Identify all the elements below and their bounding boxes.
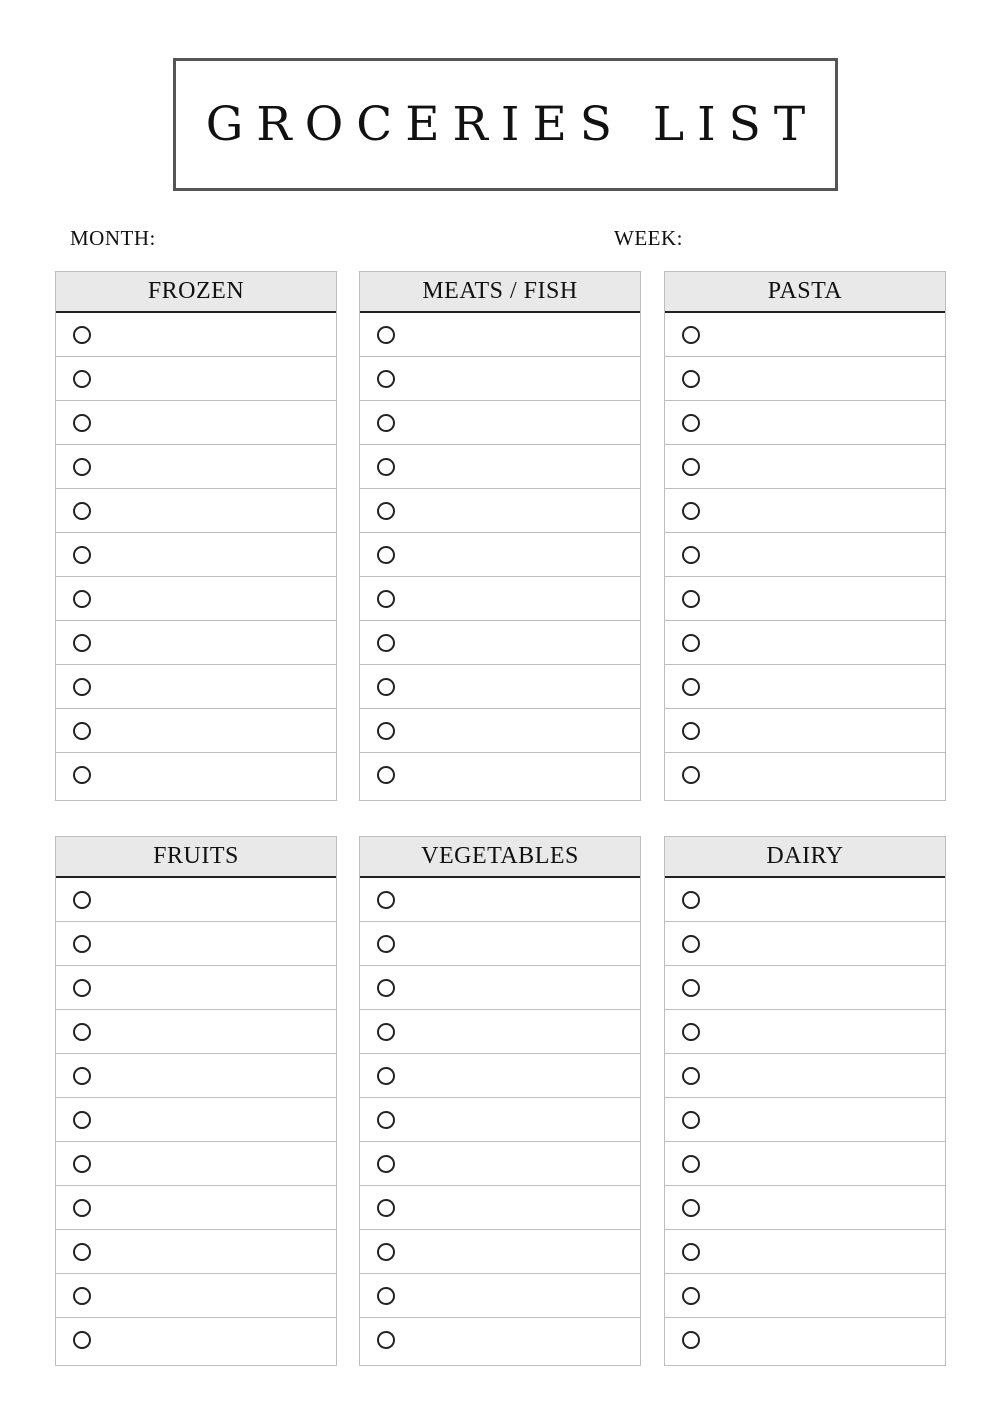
list-item — [665, 1274, 945, 1318]
checklist — [665, 313, 945, 797]
list-item — [56, 1230, 336, 1274]
list-item — [665, 489, 945, 533]
list-item — [665, 966, 945, 1010]
list-item — [56, 445, 336, 489]
list-item — [665, 621, 945, 665]
title-box — [173, 58, 838, 191]
list-item — [360, 445, 640, 489]
checkbox-circle-icon[interactable] — [682, 979, 700, 997]
list-item — [665, 357, 945, 401]
list-item — [56, 489, 336, 533]
checkbox-circle-icon[interactable] — [682, 1067, 700, 1085]
checkbox-circle-icon[interactable] — [73, 1111, 91, 1129]
checkbox-circle-icon[interactable] — [377, 502, 395, 520]
list-item — [665, 401, 945, 445]
checkbox-circle-icon[interactable] — [377, 979, 395, 997]
checkbox-circle-icon[interactable] — [682, 502, 700, 520]
checkbox-circle-icon[interactable] — [73, 370, 91, 388]
checkbox-circle-icon[interactable] — [377, 370, 395, 388]
checkbox-circle-icon[interactable] — [73, 891, 91, 909]
list-item — [665, 1142, 945, 1186]
checkbox-circle-icon[interactable] — [73, 414, 91, 432]
list-item — [56, 878, 336, 922]
list-item — [665, 665, 945, 709]
section-header: VEGETABLES — [360, 837, 640, 878]
checkbox-circle-icon[interactable] — [682, 590, 700, 608]
list-item — [56, 577, 336, 621]
list-item — [665, 753, 945, 797]
checkbox-circle-icon[interactable] — [682, 634, 700, 652]
list-item — [360, 709, 640, 753]
list-item — [56, 966, 336, 1010]
list-item — [56, 1098, 336, 1142]
section-frozen — [55, 271, 337, 801]
month-label: MONTH: — [70, 226, 156, 250]
list-item — [360, 1274, 640, 1318]
checkbox-circle-icon[interactable] — [73, 766, 91, 784]
checkbox-circle-icon[interactable] — [682, 766, 700, 784]
checkbox-circle-icon[interactable] — [73, 546, 91, 564]
list-item — [665, 878, 945, 922]
checklist — [665, 878, 945, 1362]
checkbox-circle-icon[interactable] — [73, 722, 91, 740]
checkbox-circle-icon[interactable] — [377, 1067, 395, 1085]
checkbox-circle-icon[interactable] — [377, 634, 395, 652]
list-item — [360, 878, 640, 922]
list-item — [56, 1142, 336, 1186]
checkbox-circle-icon[interactable] — [682, 1111, 700, 1129]
checkbox-circle-icon[interactable] — [682, 1199, 700, 1217]
checklist — [360, 878, 640, 1362]
section-pasta — [664, 271, 946, 801]
list-item — [665, 577, 945, 621]
checkbox-circle-icon[interactable] — [682, 1331, 700, 1349]
list-item — [360, 665, 640, 709]
checkbox-circle-icon[interactable] — [377, 1199, 395, 1217]
checklist — [360, 313, 640, 797]
list-item — [360, 1054, 640, 1098]
list-item — [665, 709, 945, 753]
checkbox-circle-icon[interactable] — [377, 458, 395, 476]
list-item — [360, 1142, 640, 1186]
week-label: WEEK: — [614, 226, 683, 250]
list-item — [56, 533, 336, 577]
checkbox-circle-icon[interactable] — [377, 891, 395, 909]
section-header: FROZEN — [56, 272, 336, 313]
section-header: PASTA — [665, 272, 945, 313]
checkbox-circle-icon[interactable] — [377, 678, 395, 696]
section-fruits — [55, 836, 337, 1366]
checkbox-circle-icon[interactable] — [682, 458, 700, 476]
list-item — [56, 1054, 336, 1098]
checklist — [56, 878, 336, 1362]
checkbox-circle-icon[interactable] — [377, 1155, 395, 1173]
list-item — [56, 1318, 336, 1362]
checkbox-circle-icon[interactable] — [682, 326, 700, 344]
checkbox-circle-icon[interactable] — [682, 370, 700, 388]
list-item — [360, 753, 640, 797]
checkbox-circle-icon[interactable] — [377, 935, 395, 953]
list-item — [360, 313, 640, 357]
list-item — [360, 533, 640, 577]
list-item — [360, 357, 640, 401]
checkbox-circle-icon[interactable] — [682, 1155, 700, 1173]
checkbox-circle-icon[interactable] — [377, 1111, 395, 1129]
checkbox-circle-icon[interactable] — [682, 891, 700, 909]
checkbox-circle-icon[interactable] — [377, 590, 395, 608]
section-header: DAIRY — [665, 837, 945, 878]
checkbox-circle-icon[interactable] — [682, 1243, 700, 1261]
list-item — [56, 665, 336, 709]
checkbox-circle-icon[interactable] — [73, 678, 91, 696]
checkbox-circle-icon[interactable] — [73, 1155, 91, 1173]
list-item — [56, 1186, 336, 1230]
checkbox-circle-icon[interactable] — [73, 634, 91, 652]
checkbox-circle-icon[interactable] — [73, 1067, 91, 1085]
checkbox-circle-icon[interactable] — [377, 1243, 395, 1261]
list-item — [665, 1010, 945, 1054]
list-item — [360, 577, 640, 621]
list-item — [56, 1010, 336, 1054]
list-item — [56, 709, 336, 753]
list-item — [360, 1318, 640, 1362]
checkbox-circle-icon[interactable] — [73, 935, 91, 953]
checkbox-circle-icon[interactable] — [73, 1199, 91, 1217]
list-item — [665, 1054, 945, 1098]
list-item — [360, 1010, 640, 1054]
checkbox-circle-icon[interactable] — [377, 546, 395, 564]
checkbox-circle-icon[interactable] — [73, 1331, 91, 1349]
list-item — [360, 966, 640, 1010]
list-item — [360, 401, 640, 445]
list-item — [665, 1098, 945, 1142]
list-item — [665, 1318, 945, 1362]
section-vegetables — [359, 836, 641, 1366]
checklist — [56, 313, 336, 797]
checkbox-circle-icon[interactable] — [73, 979, 91, 997]
checkbox-circle-icon[interactable] — [682, 722, 700, 740]
list-item — [56, 401, 336, 445]
section-header: MEATS / FISH — [360, 272, 640, 313]
checkbox-circle-icon[interactable] — [73, 502, 91, 520]
checkbox-circle-icon[interactable] — [377, 766, 395, 784]
checkbox-circle-icon[interactable] — [377, 326, 395, 344]
list-item — [56, 753, 336, 797]
checkbox-circle-icon[interactable] — [73, 1023, 91, 1041]
list-item — [360, 922, 640, 966]
list-item — [56, 922, 336, 966]
list-item — [665, 1186, 945, 1230]
list-item — [56, 621, 336, 665]
checkbox-circle-icon[interactable] — [377, 722, 395, 740]
checkbox-circle-icon[interactable] — [682, 414, 700, 432]
list-item — [360, 1098, 640, 1142]
list-item — [56, 1274, 336, 1318]
list-item — [665, 1230, 945, 1274]
checkbox-circle-icon[interactable] — [682, 1023, 700, 1041]
list-item — [56, 357, 336, 401]
list-item — [665, 313, 945, 357]
section-header: FRUITS — [56, 837, 336, 878]
page-title: GROCERIES LIST — [205, 97, 819, 152]
checkbox-circle-icon[interactable] — [682, 546, 700, 564]
checkbox-circle-icon[interactable] — [73, 326, 91, 344]
checkbox-circle-icon[interactable] — [682, 678, 700, 696]
list-item — [360, 489, 640, 533]
list-item — [665, 533, 945, 577]
checkbox-circle-icon[interactable] — [73, 1243, 91, 1261]
checkbox-circle-icon[interactable] — [377, 1023, 395, 1041]
list-item — [665, 445, 945, 489]
list-item — [360, 1186, 640, 1230]
checkbox-circle-icon[interactable] — [73, 458, 91, 476]
section-dairy — [664, 836, 946, 1366]
checkbox-circle-icon[interactable] — [377, 1287, 395, 1305]
checkbox-circle-icon[interactable] — [377, 414, 395, 432]
checkbox-circle-icon[interactable] — [73, 590, 91, 608]
checkbox-circle-icon[interactable] — [682, 935, 700, 953]
list-item — [360, 621, 640, 665]
list-item — [665, 922, 945, 966]
checkbox-circle-icon[interactable] — [682, 1287, 700, 1305]
list-item — [56, 313, 336, 357]
checkbox-circle-icon[interactable] — [377, 1331, 395, 1349]
section-meats-fish — [359, 271, 641, 801]
list-item — [360, 1230, 640, 1274]
checkbox-circle-icon[interactable] — [73, 1287, 91, 1305]
